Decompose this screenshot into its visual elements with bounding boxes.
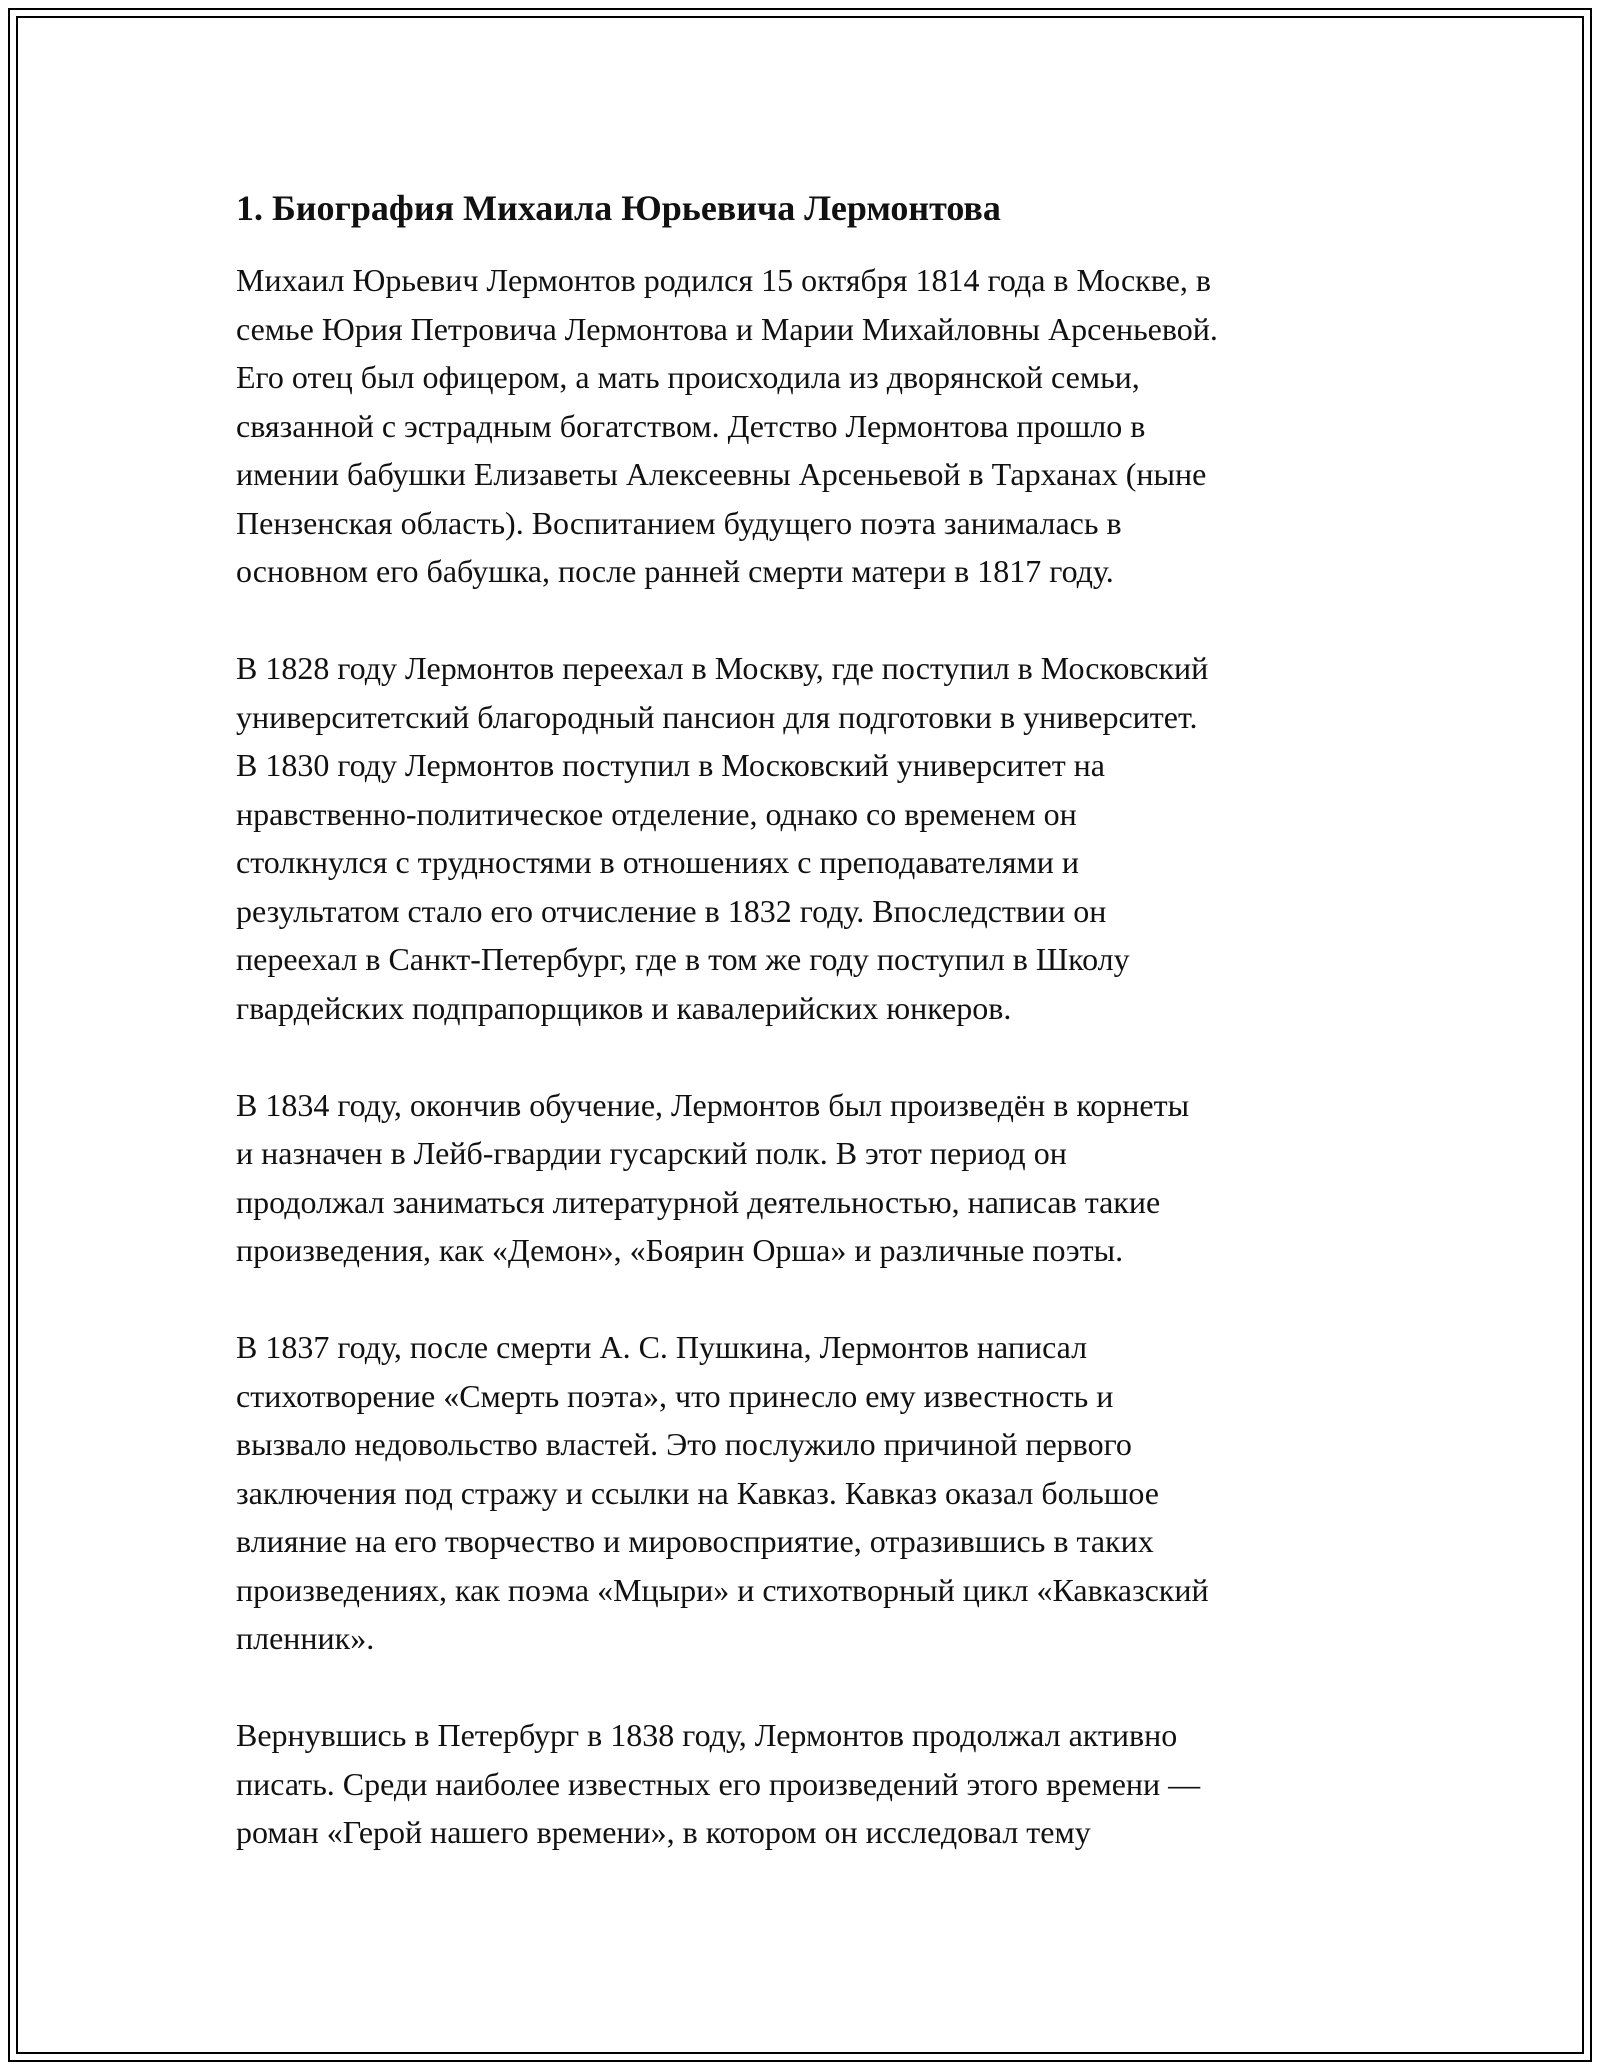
document-body (236, 186, 1376, 1905)
paragraph-exile-caucasus: В 1837 году, после смерти А. С. Пушкина, Лермонтов написал стихотворение «Смерть поэта», что принесло ему известность и вызвало недовольство властей. Это послужило причиной первого заключения под стражу и ссылки на Кавказ. Кавказ оказал большое влияние на его творчество и мировосприятие, отразившись в таких произведениях, как поэма «Мцыри» и стихотворный цикл «Кавказский пленник». (236, 1329, 1209, 1656)
paragraph-education: В 1828 году Лермонтов переехал в Москву, где поступил в Московский университетский благородный пансион для подготовки в университет. В 1830 году Лермонтов поступил в Московский университет на нравственно-политическое отделение, однако со временем он столкнулся с трудностями в отношениях с преподавателями и результатом стало его отчисление в 1832 году. Впоследствии он переехал в Санкт-Петербург, где в том же году поступил в Школу гвардейских подпрапорщиков и кавалерийских юнкеров. (236, 650, 1209, 1026)
paragraph-return-petersburg: Вернувшись в Петербург в 1838 году, Лермонтов продолжал активно писать. Среди наиболее известных его произведений этого времени — роман «Герой нашего времени», в котором он исследовал тему (236, 1717, 1201, 1850)
paragraph-birth-childhood: Михаил Юрьевич Лермонтов родился 15 октября 1814 года в Москве, в семье Юрия Петровича Лермонтова и Марии Михайловны Арсеньевой. Его отец был офицером, а мать происходила из дворянской семьи, связанной с эстрадным богатством. Детство Лермонтова прошло в имении бабушки Елизаветы Алексеевны Арсеньевой в Тарханах (ныне Пензенская область). Воспитанием будущего поэта занималась в основном его бабушка, после ранней смерти матери в 1817 году. (236, 262, 1218, 589)
section-heading: 1. Биография Михаила Юрьевича Лермонтова (236, 188, 1001, 228)
paragraph-military-service: В 1834 году, окончив обучение, Лермонтов был произведён в корнеты и назначен в Лейб-гвардии гусарский полк. В этот период он продолжал заниматься литературной деятельностью, написав такие произведения, как «Демон», «Боярин Орша» и различные поэты. (236, 1086, 1190, 1268)
